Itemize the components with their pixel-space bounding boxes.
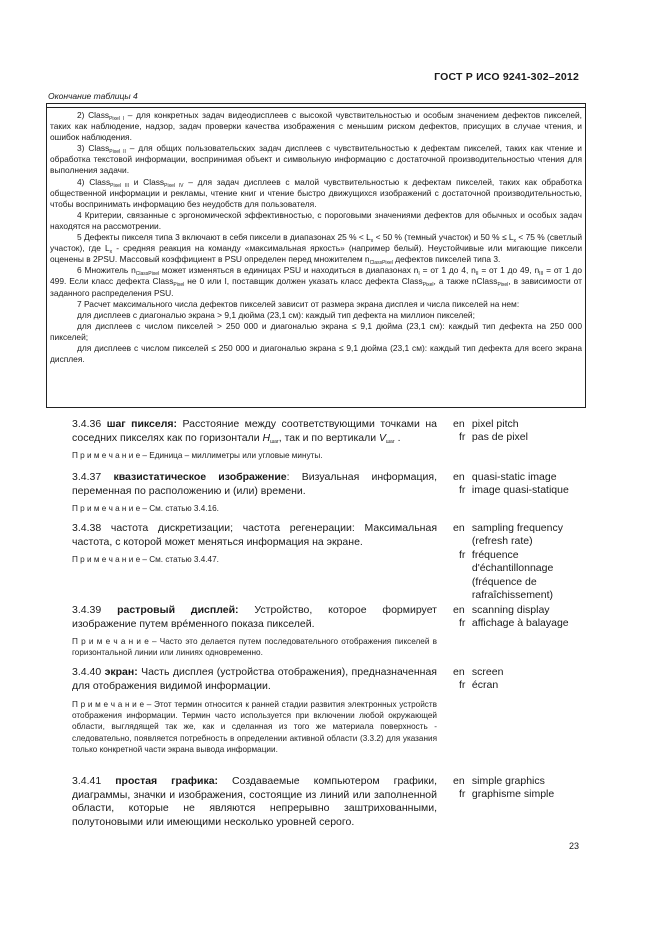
term-3-4-39-equivalents: en scanning display fr affichage à balayage [453, 604, 569, 630]
note-7-case-medium: для дисплеев с числом пикселей > 250 000 и диагональю экрана ≤ 9,1 дюйма (23,1 см): каждый тип дефекта на 250 000 пикселей; [50, 320, 582, 342]
note-class-pixel-2: 3) Class$_{Pixel II}$ – для общих пользовательских задач дисплеев с чувствительностью к дефектам пикселей, таких как чтение и обработка текстовой информации, воспринимая объект и символьную информацию с достаточной производительностью чтения для выполнения задачи. [50, 143, 582, 176]
table-notes-body [47, 107, 585, 407]
term-3-4-37-note: П р и м е ч а н и е – См. статью 3.4.16. [72, 504, 219, 513]
term-3-4-38-equivalents: en sampling frequency (refresh rate) fr fréquence d'échantillonnage (fréquence de rafraîchissement) [453, 522, 563, 602]
term-3-4-38-note: П р и м е ч а н и е – См. статью 3.4.47. [72, 555, 219, 564]
note-7-case-small: для дисплеев с числом пикселей ≤ 250 000 и диагональю экрана ≤ 9,1 дюйма (23,1 см): каждый тип дефекта для всего экрана дисплея. [50, 342, 582, 365]
term-3-4-39-note: П р и м е ч а н и е – Часто это делается путем последовательного отображения пикселей в горизонтальной линии или линиях одновременно. [72, 637, 437, 658]
term-3-4-40-equivalents: en screen fr écran [453, 666, 504, 692]
note-4-criteria: 4 Критерии, связанные с эргономической эффективностью, с пороговыми значениями дефектов для обычных и особых задач находятся на рассмотрении. [50, 209, 582, 231]
term-3-4-41-equivalents: en simple graphics fr graphisme simple [453, 775, 555, 801]
term-3-4-40-note: П р и м е ч а н и е – Этот термин относится к ранней стадии развития электронных устройств отображения информации. Термин часто используется при включении любой окружающей области, выглядящей так же, как и сделанная из того же материала поверхность - следовательно, появляется потребность в определении активной области (3.3.2) для указания только конкретной части экрана вывода информации. [72, 700, 437, 754]
term-3-4-36-equivalents: en pixel pitch fr pas de pixel [453, 418, 528, 444]
page-number: 23 [568, 841, 579, 851]
document-header-id: ГОСТ Р ИСО 9241-302–2012 [434, 71, 579, 83]
term-3-4-40: 3.4.40 экран: Часть дисплея (устройства отображения), предназначенная для отображения видимой информации. [72, 666, 437, 692]
note-7-case-large: для дисплеев с диагональю экрана > 9,1 дюйма (23,1 см): каждый тип дефекта на миллион пикселей; [77, 309, 475, 320]
term-3-4-41: 3.4.41 простая графика: Создаваемые компьютером графики, диаграммы, значки и изображения, состоящие из линий или заполненной области, которые не являются непрерывно заштрихованными, полутоновыми или имеющими несколько уровней серого. [72, 775, 438, 828]
table-caption: Окончание таблицы 4 [48, 91, 138, 101]
term-3-4-38: 3.4.38 частота дискретизации; частота регенерации: Максимальная частота, с которой может меняться информация на экране. [72, 522, 437, 548]
term-3-4-39: 3.4.39 растровый дисплей: Устройство, которое формирует изображение путем врéменного показа пикселей. [72, 604, 437, 630]
term-3-4-37-equivalents: en quasi-static image fr image quasi-statique [453, 471, 569, 497]
term-3-4-37: 3.4.37 квазистатическое изображение: Визуальная информация, переменная по расположению и (или) времени. [72, 471, 438, 497]
note-6-multiplier: 6 Множитель $n_{ClassPixel}$ может изменяться в единицах PSU и находиться в диапазонах $n_I$ = от 1 до 4, $n_{II}$ = от 1 до 49, $n_{III}$ = от 1 до 499. Если класс дефекта Class$_{Pixel}$ не 0 или I, поставщик должен указать класс дефекта Class$_{Pixel}$, а также nClass$_{Pixel}$, в зависимости от заданного распределения PSU. [50, 265, 582, 298]
note-class-pixel-3-4: 4) Class$_{Pixel III}$ и Class$_{Pixel IV}$ – для задач дисплеев с малой чувствительностью к дефектам пикселей, таких как обработка общественной информации и рекламы, чтение книг и чтение быстро движущихся изображений с достаточной производительностью, чтобы воспринимать информацию без неудобств для пользователя. [50, 176, 583, 209]
term-3-4-36: 3.4.36 шаг пикселя: Расстояние между соответствующими точками на соседних пикселях как по горизонтали $H_{шаг}$, так и по вертикали $V_{шаг}$ . [72, 418, 437, 445]
note-7-calculation: 7 Расчет максимального числа дефектов пикселей зависит от размера экрана дисплея и числа пикселей на нем: [77, 298, 520, 309]
term-3-4-36-note: П р и м е ч а н и е – Единица – миллиметры или угловые минуты. [72, 451, 323, 460]
note-5-type3-defects: 5 Дефекты пикселя типа 3 включают в себя пиксели в диапазонах 25 % < $L_x < 50$ % (темный участок) и 50 % ≤ $L_x < 75$ % (светлый участок), где $L_x$ - средняя реакция на команду «максимальная яркость» (например белый). Неустойчивые или мигающие пиксели оценены в 2PSU. Массовый коэффициент в PSU определен перед множителем $n_{ClassPixel}$ дефектов пикселей типа 3. [50, 232, 583, 267]
note-class-pixel-1: 2) Class$_{Pixel I}$ – для конкретных задач видеодисплеев с высокой чувствительностью и особым значением дефектов пикселей, таких как наблюдение, надзор, задач проверки качества изображения с меньшим риском дефектов, присущих в случае чтения, и ошибок наблюдения. [50, 110, 582, 143]
table-notes-box [46, 103, 586, 408]
